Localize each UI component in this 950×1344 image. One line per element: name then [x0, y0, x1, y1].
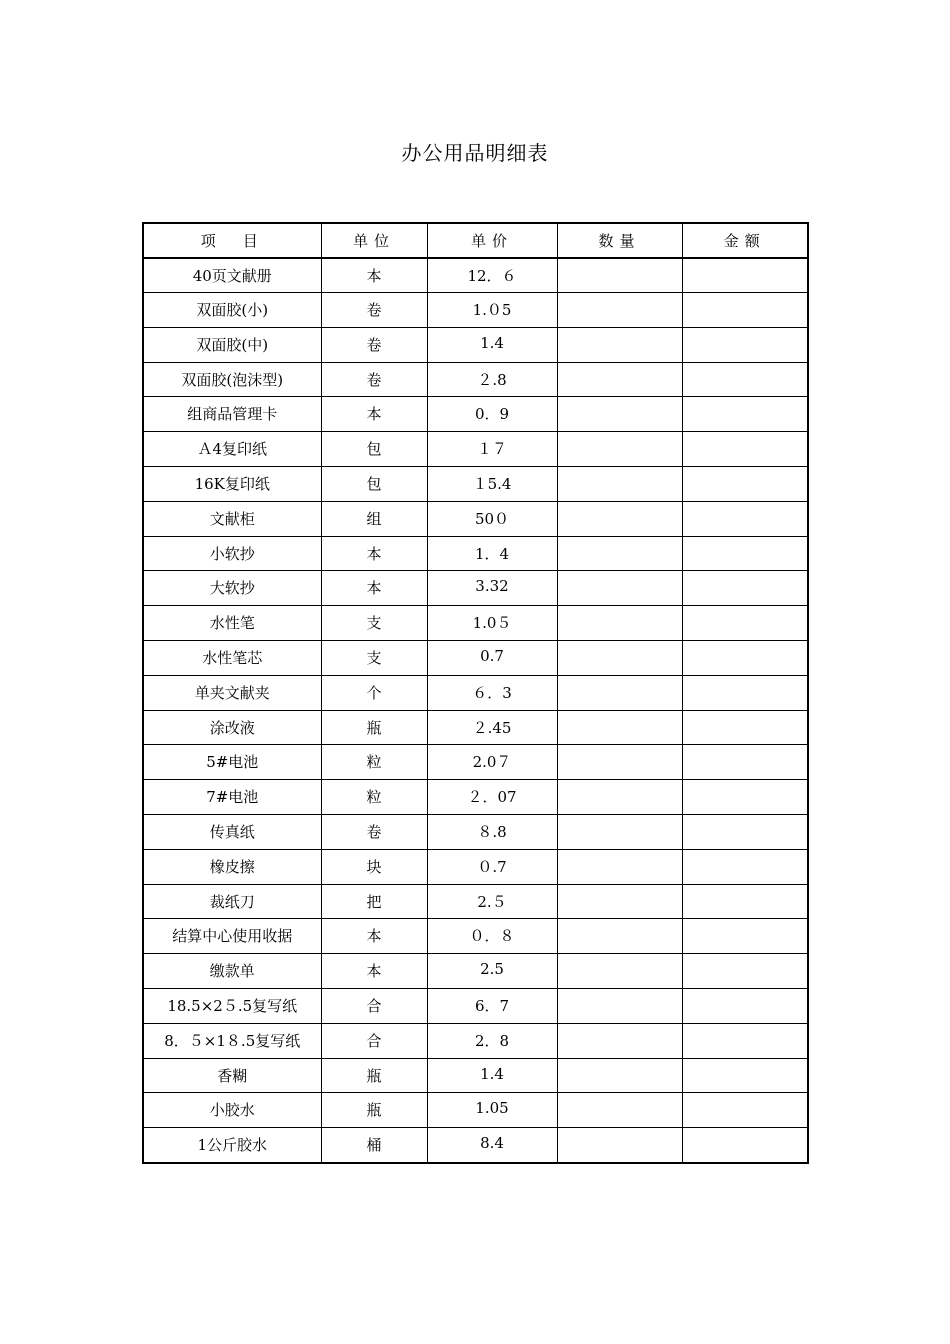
amount-cell [682, 641, 808, 676]
amount-cell [682, 815, 808, 850]
amount-cell [682, 536, 808, 571]
item-name-cell: 双面胶(泡沫型) [143, 362, 321, 397]
unit-price-cell: ２.8 [427, 362, 557, 397]
table-row [143, 675, 808, 710]
table-row [143, 641, 808, 676]
unit-price-cell: ０．８ [427, 919, 557, 954]
unit-price-cell: 3.32 [427, 571, 557, 606]
unit-price-cell: 6．7 [427, 989, 557, 1024]
quantity-cell [557, 675, 682, 710]
item-name-cell: 16K复印纸 [143, 467, 321, 502]
unit-price-cell: ２．07 [427, 780, 557, 815]
item-name-cell: 双面胶(小) [143, 293, 321, 328]
table-row [143, 815, 808, 850]
quantity-cell [557, 536, 682, 571]
unit-price-cell: 2.5 [427, 954, 557, 989]
office-supplies-table [142, 222, 809, 1164]
unit-cell: 包 [321, 432, 427, 467]
quantity-cell [557, 1023, 682, 1058]
unit-price-cell: 2.0７ [427, 745, 557, 780]
item-name-cell: 组商品管理卡 [143, 397, 321, 432]
table-row [143, 849, 808, 884]
header-unit: 单位 [321, 223, 427, 258]
unit-price-cell: 8.4 [427, 1128, 557, 1163]
unit-price-cell: １７ [427, 432, 557, 467]
table-header-row [143, 223, 808, 258]
table-body [143, 258, 808, 1163]
quantity-cell [557, 293, 682, 328]
item-name-cell: 橡皮擦 [143, 849, 321, 884]
item-name-cell: 5#电池 [143, 745, 321, 780]
item-name-cell: 单夹文献夹 [143, 675, 321, 710]
quantity-cell [557, 258, 682, 293]
table-row [143, 501, 808, 536]
unit-cell: 包 [321, 467, 427, 502]
quantity-cell [557, 884, 682, 919]
unit-cell: 个 [321, 675, 427, 710]
unit-cell: 卷 [321, 293, 427, 328]
unit-cell: 支 [321, 606, 427, 641]
table-row [143, 362, 808, 397]
quantity-cell [557, 501, 682, 536]
quantity-cell [557, 467, 682, 502]
unit-cell: 粒 [321, 780, 427, 815]
item-name-cell: 缴款单 [143, 954, 321, 989]
amount-cell [682, 780, 808, 815]
unit-price-cell: 1.０5 [427, 293, 557, 328]
amount-cell [682, 258, 808, 293]
quantity-cell [557, 919, 682, 954]
amount-cell [682, 571, 808, 606]
unit-price-cell: 0.7 [427, 641, 557, 676]
amount-cell [682, 1058, 808, 1093]
item-name-cell: 文献柜 [143, 501, 321, 536]
amount-cell [682, 293, 808, 328]
header-quantity: 数量 [557, 223, 682, 258]
quantity-cell [557, 641, 682, 676]
unit-price-cell: ６．3 [427, 675, 557, 710]
quantity-cell [557, 362, 682, 397]
item-name-cell: 双面胶(中) [143, 327, 321, 362]
unit-price-cell: １5.4 [427, 467, 557, 502]
unit-cell: 合 [321, 1023, 427, 1058]
amount-cell [682, 919, 808, 954]
quantity-cell [557, 989, 682, 1024]
table-row [143, 1023, 808, 1058]
page-title: 办公用品明细表 [401, 141, 549, 165]
amount-cell [682, 675, 808, 710]
quantity-cell [557, 432, 682, 467]
amount-cell [682, 362, 808, 397]
unit-price-cell: 50０ [427, 501, 557, 536]
item-name-cell: Ａ4复印纸 [143, 432, 321, 467]
amount-cell [682, 1093, 808, 1128]
item-name-cell: 涂改液 [143, 710, 321, 745]
item-name-cell: 结算中心使用收据 [143, 919, 321, 954]
amount-cell [682, 327, 808, 362]
quantity-cell [557, 1093, 682, 1128]
unit-price-cell: ０.7 [427, 849, 557, 884]
quantity-cell [557, 1058, 682, 1093]
item-name-cell: 水性笔芯 [143, 641, 321, 676]
unit-price-cell: 2．8 [427, 1023, 557, 1058]
header-amount: 金额 [682, 223, 808, 258]
table-row [143, 327, 808, 362]
table-row [143, 397, 808, 432]
unit-cell: 本 [321, 954, 427, 989]
amount-cell [682, 849, 808, 884]
item-name-cell: 8．５×1８.5复写纸 [143, 1023, 321, 1058]
item-name-cell: 香糊 [143, 1058, 321, 1093]
unit-cell: 卷 [321, 362, 427, 397]
table-row [143, 258, 808, 293]
unit-price-cell: 1.4 [427, 1058, 557, 1093]
amount-cell [682, 606, 808, 641]
unit-cell: 把 [321, 884, 427, 919]
table-row [143, 432, 808, 467]
table-row [143, 467, 808, 502]
table-row [143, 606, 808, 641]
quantity-cell [557, 745, 682, 780]
unit-cell: 粒 [321, 745, 427, 780]
unit-price-cell: 1.05 [427, 1093, 557, 1128]
unit-cell: 瓶 [321, 710, 427, 745]
item-name-cell: 传真纸 [143, 815, 321, 850]
quantity-cell [557, 954, 682, 989]
header-item: 项 目 [143, 223, 321, 258]
quantity-cell [557, 606, 682, 641]
unit-cell: 卷 [321, 327, 427, 362]
quantity-cell [557, 780, 682, 815]
amount-cell [682, 397, 808, 432]
amount-cell [682, 884, 808, 919]
table-row [143, 1128, 808, 1163]
amount-cell [682, 745, 808, 780]
amount-cell [682, 1128, 808, 1163]
unit-price-cell: ８.8 [427, 815, 557, 850]
quantity-cell [557, 849, 682, 884]
quantity-cell [557, 815, 682, 850]
amount-cell [682, 989, 808, 1024]
item-name-cell: 裁纸刀 [143, 884, 321, 919]
amount-cell [682, 432, 808, 467]
item-name-cell: 大软抄 [143, 571, 321, 606]
table-row [143, 954, 808, 989]
quantity-cell [557, 710, 682, 745]
unit-cell: 卷 [321, 815, 427, 850]
unit-price-cell: 12．６ [427, 258, 557, 293]
table-row [143, 745, 808, 780]
item-name-cell: 40页文献册 [143, 258, 321, 293]
unit-price-cell: 0．9 [427, 397, 557, 432]
unit-cell: 本 [321, 258, 427, 293]
quantity-cell [557, 571, 682, 606]
unit-cell: 本 [321, 571, 427, 606]
unit-cell: 本 [321, 397, 427, 432]
amount-cell [682, 501, 808, 536]
item-name-cell: 18.5×2５.5复写纸 [143, 989, 321, 1024]
table-row [143, 710, 808, 745]
unit-price-cell: 1.0５ [427, 606, 557, 641]
unit-cell: 块 [321, 849, 427, 884]
amount-cell [682, 710, 808, 745]
quantity-cell [557, 327, 682, 362]
unit-cell: 本 [321, 919, 427, 954]
table-row [143, 571, 808, 606]
unit-cell: 瓶 [321, 1058, 427, 1093]
table-row [143, 536, 808, 571]
unit-price-cell: ２.45 [427, 710, 557, 745]
table-row [143, 884, 808, 919]
amount-cell [682, 1023, 808, 1058]
unit-cell: 本 [321, 536, 427, 571]
item-name-cell: 1公斤胶水 [143, 1128, 321, 1163]
unit-price-cell: 2.５ [427, 884, 557, 919]
quantity-cell [557, 1128, 682, 1163]
table-row [143, 1058, 808, 1093]
item-name-cell: 7#电池 [143, 780, 321, 815]
item-name-cell: 小软抄 [143, 536, 321, 571]
unit-cell: 支 [321, 641, 427, 676]
table-row [143, 293, 808, 328]
header-unit-price: 单价 [427, 223, 557, 258]
unit-price-cell: 1.4 [427, 327, 557, 362]
table-row [143, 989, 808, 1024]
quantity-cell [557, 397, 682, 432]
item-name-cell: 水性笔 [143, 606, 321, 641]
table-row [143, 919, 808, 954]
unit-cell: 瓶 [321, 1093, 427, 1128]
amount-cell [682, 467, 808, 502]
item-name-cell: 小胶水 [143, 1093, 321, 1128]
table-row [143, 780, 808, 815]
table-row [143, 1093, 808, 1128]
unit-price-cell: 1．4 [427, 536, 557, 571]
unit-cell: 桶 [321, 1128, 427, 1163]
unit-cell: 合 [321, 989, 427, 1024]
amount-cell [682, 954, 808, 989]
unit-cell: 组 [321, 501, 427, 536]
